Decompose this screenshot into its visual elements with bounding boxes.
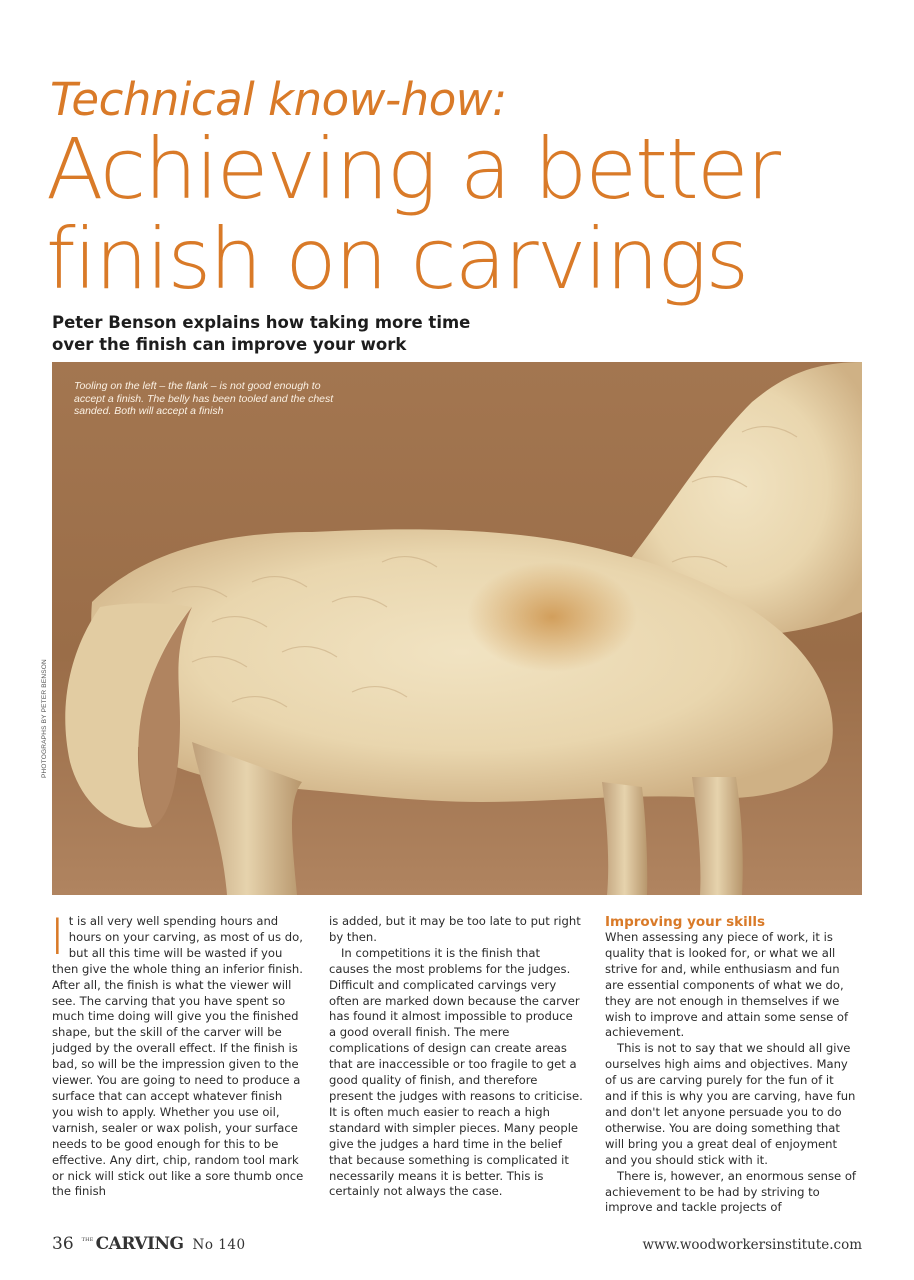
photo-caption: Tooling on the left – the flank – is not good enough to accept a finish. The belly has been tooled and the chest sanded. Both will accept a finish (74, 380, 334, 417)
drop-cap: I (50, 908, 65, 966)
article-kicker: Technical know-how: (50, 73, 507, 126)
horse-carving-illustration (52, 362, 862, 895)
body-paragraph: is added, but it may be too late to put right by then. (329, 914, 581, 944)
body-column-1 (50, 908, 306, 1200)
issue-number: No 140 (192, 1237, 246, 1253)
page-number: 36 (52, 1234, 74, 1254)
body-paragraph: This is not to say that we should all give ourselves high aims and objectives. Many of us are carving purely for the fun of it and if this is why you are carving, have fun and don't let anyone persuade you to do otherwise. You are doing something that will bring you a great deal of enjoyment and you should stick with it. (605, 1041, 856, 1167)
body-column-2 (329, 914, 583, 1200)
photo-credit: PHOTOGRAPHS BY PETER BENSON (41, 659, 48, 778)
magazine-prefix: THE (81, 1237, 94, 1243)
article-standfirst (52, 312, 512, 356)
website-url: www.woodworkersinstitute.com (642, 1237, 862, 1253)
magazine-name: CARVING (95, 1234, 184, 1254)
footer-folio (52, 1234, 246, 1254)
horse-carving-photo (52, 362, 862, 895)
standfirst-line-1: Peter Benson explains how taking more time (52, 313, 471, 332)
article-title-line-1: Achieving a better (46, 120, 780, 218)
section-subhead: Improving your skills (605, 914, 766, 930)
body-paragraph: There is, however, an enormous sense of achievement to be had by striving to improve and tackle projects of (605, 1168, 857, 1215)
body-paragraph: When assessing any piece of work, it is quality that is looked for, or what we all strive for and, while enthusiasm and fun are essential components of what we do, they are not enough in themselves if we wish to improve and attain some sense of achievement. (605, 930, 849, 1040)
body-column-3 (605, 914, 859, 1216)
article-title-line-2: finish on carvings (46, 210, 748, 308)
front-leg-left (602, 782, 647, 895)
body-paragraph: In competitions it is the finish that causes the most problems for the judges. Difficult and complicated carvings very often are marked down because the carver has found it almost impossible to produce a good overall finish. The mere complications of design can create areas that are inaccessible or too fragile to get a good quality of finish, and therefore present the judges with reasons to criticise. It is often much easier to reach a high standard with simpler pieces. Many people give the judges a hard time in the belief that because something is complicated it necessarily means it is better. This is certainly not always the case. (329, 945, 583, 1199)
article-title (46, 120, 886, 308)
flank-stain (467, 562, 637, 672)
body-paragraph (50, 908, 306, 1200)
body-text: t is all very well spending hours and hours on your carving, as most of us do, but all this time will be wasted if you then give the whole thing an inferior finish. After all, the finish is what the viewer will see. The carving that you have spent so much time doing will give you the finished shape, but the skill of the carver will be judged by the overall effect. If the finish is bad, so will be the impression given to the viewer. You are going to need to produce a surface that can accept whatever finish you wish to apply. Whether you use oil, varnish, sealer or wax polish, your surface needs to be good enough for this to be effective. Any dirt, chip, random tool mark or nick will stick out like a sore thumb once the finish (52, 914, 304, 1199)
standfirst-line-2: over the finish can improve your work (52, 335, 407, 354)
